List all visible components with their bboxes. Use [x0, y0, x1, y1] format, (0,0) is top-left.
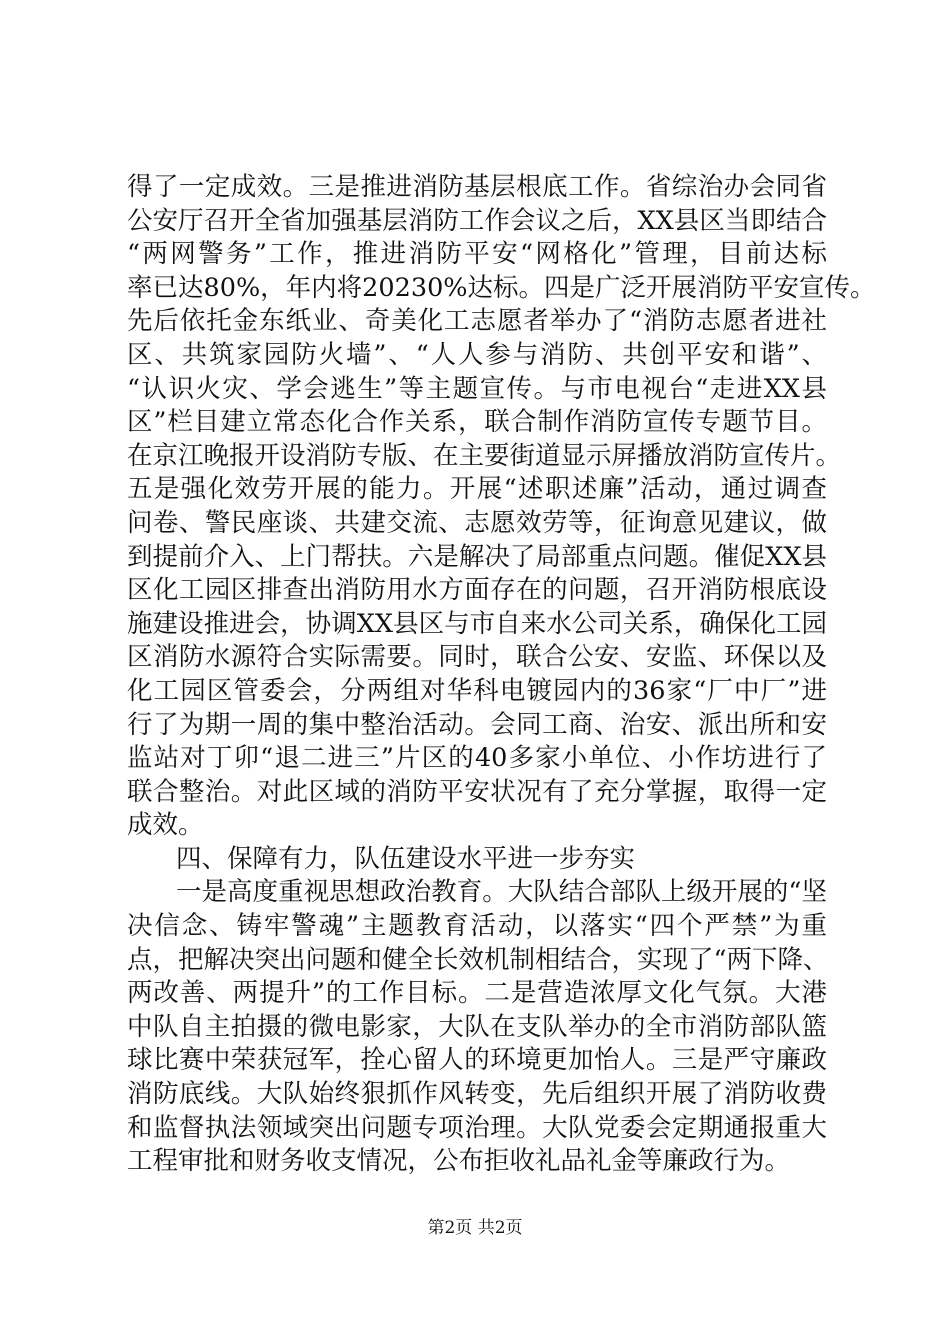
text-line: “认识火灾、学会逃生”等主题宣传。与市电视台“走进XX县: [127, 373, 827, 404]
document-body: [127, 171, 876, 1179]
text-line: 公安厅召开全省加强基层消防工作会议之后，XX县区当即结合: [127, 205, 827, 236]
text-line: 监站对丁卯“退二进三”片区的40多家小单位、小作坊进行了: [127, 743, 827, 774]
page-number: 第2页: [427, 1218, 473, 1238]
text-line: 问卷、警民座谈、共建交流、志愿效劳等，征询意见建议，做: [127, 507, 827, 538]
text-line: 率已达80%，年内将20230%达标。四是广泛开展消防平安宣传。: [127, 272, 876, 303]
text-line: 决信念、铸牢警魂”主题教育活动，以落实“四个严禁”为重: [127, 911, 827, 942]
text-line: 联合整治。对此区域的消防平安状况有了充分掌握，取得一定: [127, 776, 827, 807]
page-footer: [0, 1216, 950, 1240]
text-line: 得了一定成效。三是推进消防基层根底工作。省综治办会同省: [127, 172, 827, 202]
text-line: 球比赛中荣获冠军，拴心留人的环境更加怡人。三是严守廉政: [127, 1045, 827, 1076]
section-heading: 四、保障有力，队伍建设水平进一步夯实: [176, 843, 636, 874]
text-line: 区、共筑家园防火墙”、“人人参与消防、共创平安和谐”、: [127, 339, 827, 370]
text-line: 点，把解决突出问题和健全长效机制相结合，实现了“两下降、: [127, 944, 829, 975]
text-line: 一是高度重视思想政治教育。大队结合部队上级开展的“坚: [176, 877, 827, 908]
text-line: 消防底线。大队始终狠抓作风转变，先后组织开展了消防收费: [127, 1079, 827, 1110]
text-line: 区”栏目建立常态化合作关系，联合制作消防宣传专题节目。: [127, 407, 827, 438]
text-line: 行了为期一周的集中整治活动。会同工商、治安、派出所和安: [127, 709, 827, 740]
text-line: 在京江晚报开设消防专版、在主要街道显示屏播放消防宣传片。: [127, 440, 842, 471]
text-line: 和监督执法领域突出问题专项治理。大队党委会定期通报重大: [127, 1112, 827, 1143]
text-line: 施建设推进会，协调XX县区与市自来水公司关系，确保化工园: [127, 608, 827, 639]
text-line: 五是强化效劳开展的能力。开展“述职述廉”活动，通过调查: [127, 474, 827, 505]
text-line: 化工园区管委会，分两组对华科电镀园内的36家“厂中厂”进: [127, 675, 827, 706]
text-line: 工程审批和财务收支情况，公布拒收礼品礼金等廉政行为。: [127, 1146, 791, 1177]
text-line: “两网警务”工作，推进消防平安“网格化”管理，目前达标: [127, 239, 827, 270]
text-line: 区消防水源符合实际需要。同时，联合公安、安监、环保以及: [127, 642, 827, 673]
page-total: 共2页: [477, 1218, 523, 1238]
text-line: 成效。: [127, 810, 204, 841]
text-line: 到提前介入、上门帮扶。六是解决了局部重点问题。催促XX县: [127, 541, 827, 572]
text-line: 区化工园区排查出消防用水方面存在的问题，召开消防根底设: [127, 575, 827, 606]
text-line: 中队自主拍摄的微电影家，大队在支队举办的全市消防部队篮: [127, 1011, 827, 1042]
text-line: 先后依托金东纸业、奇美化工志愿者举办了“消防志愿者进社: [127, 306, 827, 337]
text-line: 两改善、两提升”的工作目标。二是营造浓厚文化气氛。大港: [127, 978, 827, 1009]
